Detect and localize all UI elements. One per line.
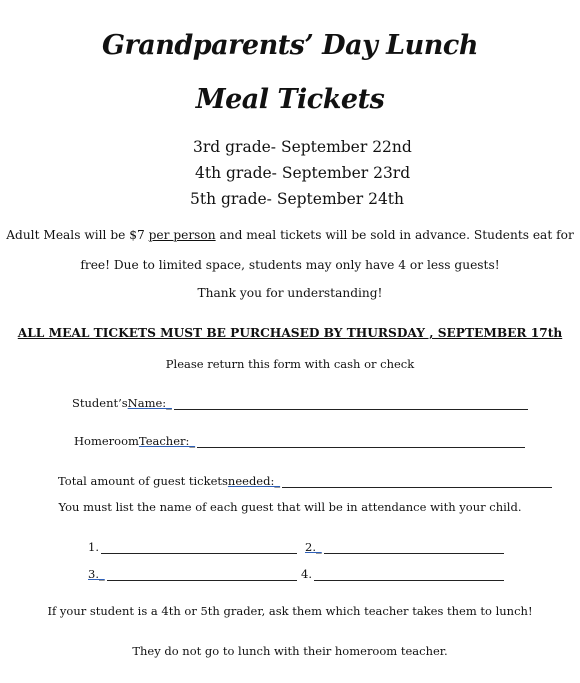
grade-4th-date: 4th grade- September 23rd	[195, 164, 411, 182]
per-person-text: per person	[148, 228, 216, 242]
thank-you-text: Thank you for understanding!	[197, 286, 383, 300]
footer-line-2: They do not go to lunch with their homeroom teacher.	[132, 644, 448, 658]
guest-1-line[interactable]	[101, 541, 297, 554]
guest-3-line[interactable]	[107, 568, 297, 581]
deadline-day: THURSDAY	[346, 326, 425, 340]
return-note: Please return this form with cash or check	[165, 357, 415, 371]
student-name-line[interactable]	[174, 397, 528, 410]
guest-count-field[interactable]	[58, 474, 552, 488]
guest-2-field[interactable]	[305, 540, 504, 554]
guest-4-label: 4.	[301, 567, 312, 581]
guest-1-label: 1.	[88, 540, 99, 554]
student-name-field[interactable]	[72, 396, 528, 410]
homeroom-teacher-field[interactable]	[74, 434, 525, 448]
guest-1-field[interactable]	[88, 540, 297, 554]
grade-5th-date: 5th grade- September 24th	[190, 190, 405, 208]
guest-2-line[interactable]	[324, 541, 504, 554]
guest-4-field[interactable]	[301, 567, 504, 581]
title-line-2: Meal Tickets	[195, 84, 385, 115]
student-name-label-u: Name:_	[127, 396, 172, 410]
guest-3-label: 3._	[88, 567, 105, 581]
intro-line-1-c: and meal tickets will be sold in advance. Students eat for	[215, 228, 574, 242]
footer-line-1: If your student is a 4th or 5th grader, ask them which teacher takes them to lunch!	[47, 604, 533, 618]
deadline-c: , SEPTEMBER 17th	[424, 326, 563, 340]
guest-4-line[interactable]	[314, 568, 504, 581]
guest-count-label-u: needed:_	[227, 474, 281, 488]
purchase-deadline	[0, 326, 580, 340]
teacher-label: Homeroom	[74, 434, 139, 448]
guest-2-label: 2._	[305, 540, 322, 554]
intro-line-1-a: Adult Meals will be $7	[6, 228, 149, 242]
guest-instructions: You must list the name of each guest that will be in attendance with your child.	[58, 500, 522, 514]
grade-3rd-date: 3rd grade- September 22nd	[193, 138, 412, 156]
guest-count-label: Total amount of guest tickets	[58, 474, 228, 488]
title-line-1: Grandparents’ Day Lunch	[102, 30, 478, 61]
intro-line-1	[0, 228, 580, 242]
guest-3-field[interactable]	[88, 567, 297, 581]
deadline-a: ALL MEAL TICKETS MUST BE PURCHASED BY	[17, 326, 347, 340]
teacher-label-u: Teacher:_	[138, 434, 196, 448]
student-name-label: Student’s	[72, 396, 128, 410]
guest-count-line[interactable]	[282, 475, 552, 488]
teacher-line[interactable]	[197, 435, 525, 448]
intro-line-2: free! Due to limited space, students may only have 4 or less guests!	[80, 258, 500, 272]
